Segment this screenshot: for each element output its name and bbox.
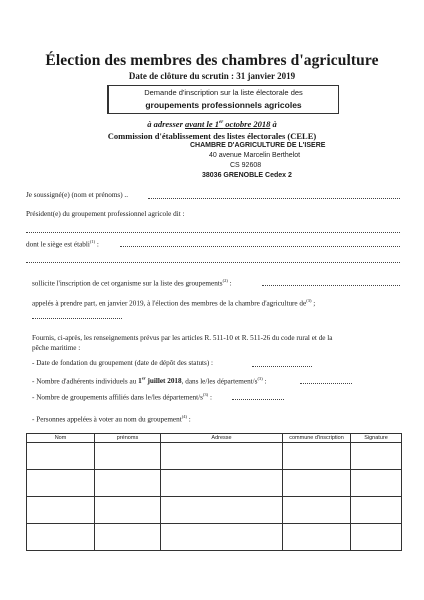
group-type-field[interactable] bbox=[262, 285, 400, 286]
table-cell[interactable] bbox=[161, 524, 283, 551]
called-text: appelés à prendre part, en janvier 2019, à l'élection des membres de la chambre d'agriculture de bbox=[32, 299, 307, 308]
headquarters-field-2[interactable] bbox=[26, 262, 400, 263]
signatory-label: Je soussigné(e) (nom et prénoms) .. bbox=[26, 191, 129, 199]
chamber-field[interactable] bbox=[32, 318, 122, 319]
affiliated-text: - Nombre de groupements affiliés dans le/les département/s bbox=[32, 393, 203, 402]
members-text: - Nombre d'adhérents individuels au bbox=[32, 377, 139, 386]
table-row bbox=[27, 524, 402, 551]
send-deadline-sup: er bbox=[219, 120, 224, 126]
request-label bbox=[32, 278, 232, 287]
address-line-2: 40 avenue Marcelin Berthelot bbox=[209, 152, 301, 159]
header-commune: commune d'inscription bbox=[283, 434, 351, 443]
voters-label bbox=[32, 414, 191, 423]
called-label bbox=[32, 298, 315, 307]
table-cell[interactable] bbox=[351, 443, 402, 470]
page-title: Élection des membres des chambres d'agriculture bbox=[45, 52, 379, 69]
headquarters-end: : bbox=[95, 240, 99, 249]
table-cell[interactable] bbox=[95, 524, 161, 551]
signatory-field[interactable] bbox=[148, 198, 400, 199]
request-line-2: groupements professionnels agricoles bbox=[145, 100, 302, 110]
voters-sup: (4) bbox=[181, 414, 187, 419]
request-line-1: Demande d'inscription sur la liste électorale des bbox=[144, 88, 303, 97]
members-field[interactable] bbox=[300, 383, 352, 384]
table-cell[interactable] bbox=[27, 443, 95, 470]
voters-end: : bbox=[186, 415, 191, 424]
details-line-1: Fournis, ci-après, les renseignements prévus par les articles R. 511-10 et R. 511-26 du code rural et de la bbox=[32, 334, 333, 342]
affiliated-field[interactable] bbox=[232, 399, 284, 400]
address-line-3: CS 92608 bbox=[230, 162, 262, 169]
header-signature: Signature bbox=[351, 434, 402, 443]
table-cell[interactable] bbox=[283, 470, 351, 497]
send-deadline-b: octobre 2018 bbox=[223, 119, 271, 129]
send-suffix: à bbox=[270, 119, 277, 129]
send-before-note bbox=[0, 119, 424, 129]
table-row bbox=[27, 470, 402, 497]
members-date-a: 1 bbox=[138, 377, 142, 386]
request-box bbox=[107, 85, 339, 114]
table-cell[interactable] bbox=[27, 470, 95, 497]
members-date-sup: er bbox=[141, 376, 146, 381]
table-cell[interactable] bbox=[283, 443, 351, 470]
request-sup: (2) bbox=[222, 278, 228, 283]
table-row bbox=[27, 497, 402, 524]
table-cell[interactable] bbox=[351, 497, 402, 524]
table-cell[interactable] bbox=[95, 470, 161, 497]
voters-text: - Personnes appelées à voter au nom du groupement bbox=[32, 415, 182, 424]
members-end: : bbox=[262, 377, 267, 386]
commission-name: Commission d'établissement des listes électorales (CELE) bbox=[107, 131, 317, 141]
group-name-field[interactable] bbox=[26, 232, 400, 233]
called-sup: (3) bbox=[306, 298, 312, 303]
table-cell[interactable] bbox=[283, 524, 351, 551]
send-prefix: à adresser bbox=[147, 119, 183, 129]
header-adresse: Adresse bbox=[161, 434, 283, 443]
affiliated-sup: (3) bbox=[202, 392, 209, 397]
request-text: sollicite l'inscription de cet organisme sur la liste des groupements bbox=[32, 279, 223, 288]
members-text-2: , dans le/les département/s bbox=[181, 377, 258, 386]
headquarters-label bbox=[26, 239, 99, 248]
details-line-2: pêche maritime : bbox=[32, 344, 81, 352]
voters-table bbox=[26, 433, 402, 551]
called-end: ; bbox=[311, 299, 316, 308]
table-cell[interactable] bbox=[351, 470, 402, 497]
header-prenoms: prénoms bbox=[95, 434, 161, 443]
table-cell[interactable] bbox=[95, 443, 161, 470]
closing-date: Date de clôture du scrutin : 31 janvier 2019 bbox=[128, 71, 296, 81]
headquarters-sup: (1) bbox=[89, 239, 96, 244]
voters-table-header bbox=[27, 434, 402, 443]
table-cell[interactable] bbox=[161, 497, 283, 524]
table-cell[interactable] bbox=[283, 497, 351, 524]
header-nom: Nom bbox=[27, 434, 95, 443]
table-cell[interactable] bbox=[161, 470, 283, 497]
headquarters-field-1[interactable] bbox=[120, 246, 400, 247]
headquarters-text: dont le siège est établi bbox=[26, 240, 90, 249]
table-cell[interactable] bbox=[351, 524, 402, 551]
table-cell[interactable] bbox=[161, 443, 283, 470]
affiliated-end: : bbox=[208, 393, 212, 402]
request-end: : bbox=[227, 279, 232, 288]
send-deadline bbox=[185, 119, 270, 129]
affiliated-label bbox=[32, 392, 212, 401]
founding-date-label: - Date de fondation du groupement (date de dépôt des statuts) : bbox=[32, 359, 214, 367]
table-row bbox=[27, 443, 402, 470]
founding-date-field[interactable] bbox=[252, 366, 312, 367]
table-cell[interactable] bbox=[27, 497, 95, 524]
send-deadline-a: avant le 1 bbox=[185, 119, 219, 129]
members-sup: (3) bbox=[257, 376, 263, 381]
members-label bbox=[32, 376, 267, 385]
members-date-b: juillet 2018 bbox=[145, 377, 182, 386]
president-label: Président(e) du groupement professionnel agricole dit : bbox=[26, 210, 185, 218]
table-cell[interactable] bbox=[95, 497, 161, 524]
address-line-1: CHAMBRE D'AGRICULTURE DE L'ISERE bbox=[190, 142, 326, 149]
table-cell[interactable] bbox=[27, 524, 95, 551]
address-line-4: 38036 GRENOBLE Cedex 2 bbox=[202, 172, 292, 179]
